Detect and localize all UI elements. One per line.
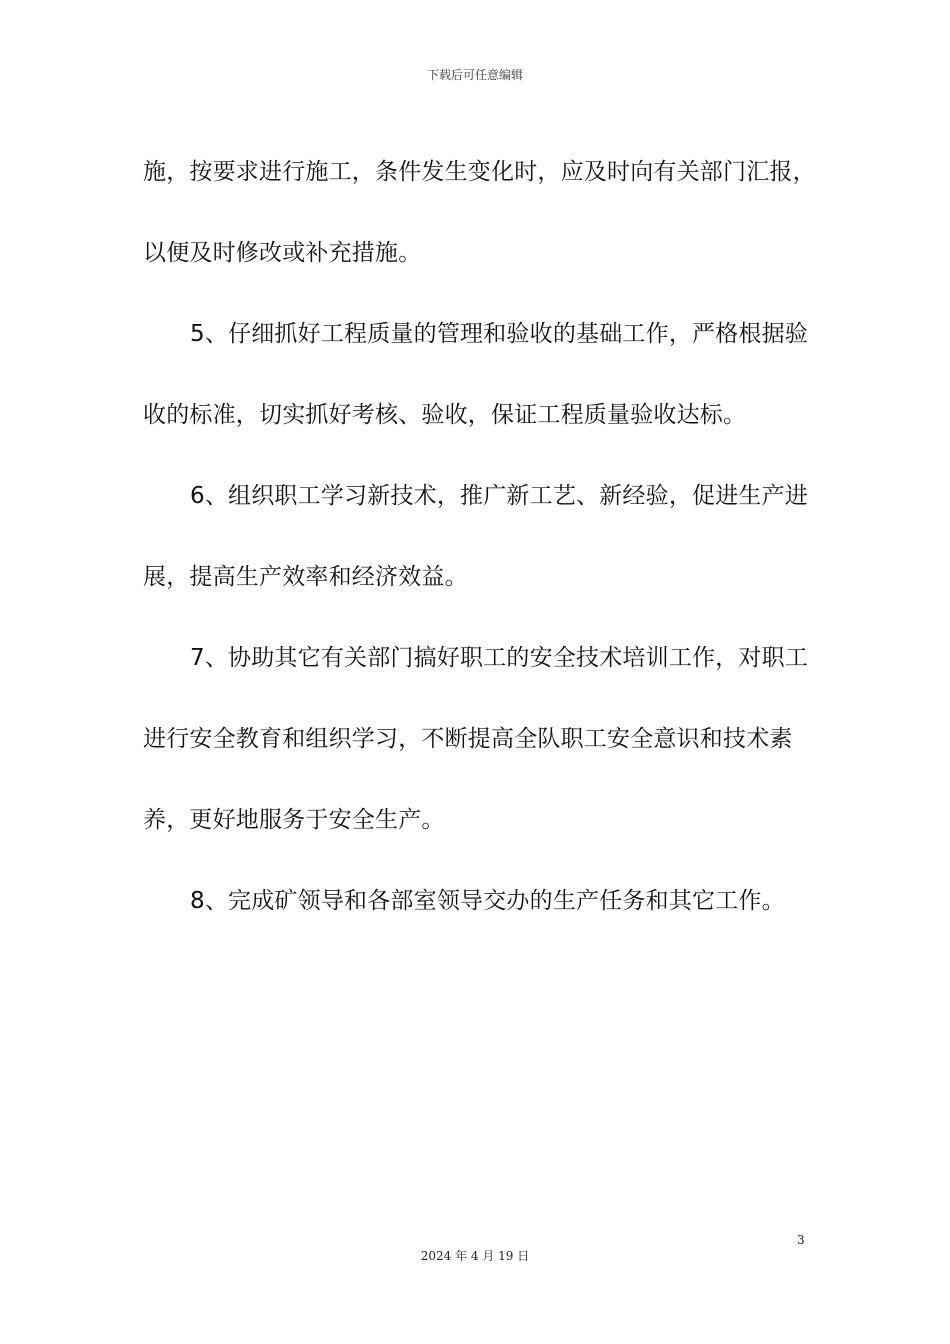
text-line: 进行安全教育和组织学习，不断提高全队职工安全意识和技术素 — [143, 726, 793, 752]
text-line: 7、协助其它有关部门搞好职工的安全技术培训工作，对职工 — [190, 645, 809, 671]
page-number: 3 — [797, 1233, 805, 1247]
text-line: 8、完成矿领导和各部室领导交办的生产任务和其它工作。 — [190, 888, 785, 914]
text-line: 施，按要求进行施工，条件发生变化时，应及时向有关部门汇报， — [143, 159, 816, 185]
document-body — [143, 132, 823, 942]
text-line: 5、仔细抓好工程质量的管理和验收的基础工作，严格根据验 — [190, 321, 809, 347]
text-line: 展，提高生产效率和经济效益。 — [143, 564, 468, 590]
footer-date: 2024 年 4 月 19 日 — [420, 1249, 530, 1263]
page-header: 下载后可任意编辑 — [426, 68, 523, 82]
text-line: 收的标准，切实抓好考核、验收，保证工程质量验收达标。 — [143, 402, 747, 428]
text-line: 以便及时修改或补充措施。 — [143, 240, 422, 266]
text-line: 养，更好地服务于安全生产。 — [143, 807, 445, 833]
text-line: 6、组织职工学习新技术，推广新工艺、新经验，促进生产进 — [190, 483, 809, 509]
